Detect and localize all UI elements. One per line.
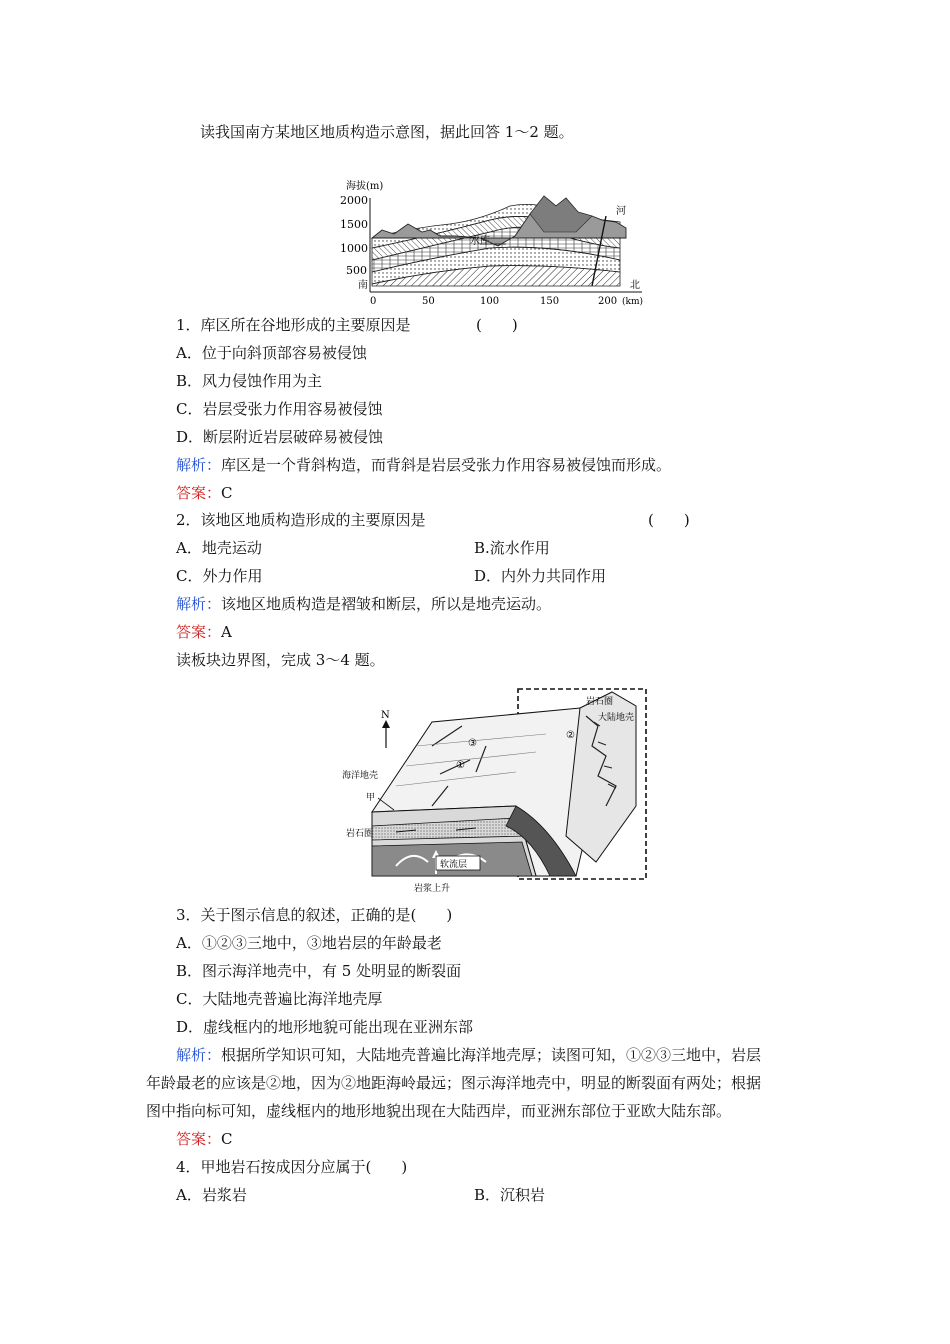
q3-analysis-line3: 图中指向标可知，虚线框内的地形地貌出现在大陆西岸，而亚洲东部位于亚欧大陆东部。: [146, 1102, 732, 1120]
q2-answer: [176, 621, 232, 643]
analysis-text: 该地区地质构造是褶皱和断层，所以是地壳运动。: [221, 595, 552, 613]
x-tick: 200: [598, 296, 618, 307]
y-tick: 500: [346, 264, 367, 277]
y-tick: 2000: [340, 194, 368, 207]
answer-label: 答案：: [176, 1130, 222, 1148]
q1-option-c: C．岩层受张力作用容易被侵蚀: [176, 400, 383, 418]
analysis-text: 根据所学知识可知，大陆地壳普遍比海洋地壳厚；读图可知，①②③三地中，岩层: [221, 1046, 762, 1064]
circle-2: ②: [566, 730, 575, 741]
y-tick: 1500: [340, 218, 368, 231]
q3-option-d: D．虚线框内的地形地貌可能出现在亚洲东部: [176, 1018, 474, 1036]
q1-stem: 1．库区所在谷地形成的主要原因是: [176, 316, 411, 334]
q2-option-a: A．地壳运动: [176, 539, 262, 557]
q4-option-b: B．沉积岩: [474, 1186, 546, 1204]
analysis-label: 解析：: [176, 456, 222, 474]
ocean-crust-label: 海洋地壳: [342, 771, 379, 781]
q2-analysis: [176, 593, 551, 615]
q3-analysis-line2: 年龄最老的应该是②地，因为②地距海岭最远；图示海洋地壳中，明显的断裂面有两处；根据: [146, 1074, 762, 1092]
jia-label: 甲: [366, 793, 376, 803]
q1-option-b: B．风力侵蚀作用为主: [176, 372, 323, 390]
north-label: 北: [630, 280, 640, 291]
lithosphere-left-label: 岩石圈: [346, 829, 374, 839]
x-tick: 0: [370, 296, 377, 307]
plate-boundary-figure: [336, 686, 650, 896]
answer-value: C: [221, 484, 233, 502]
q1-answer: [176, 482, 233, 504]
x-unit: (km): [622, 297, 644, 307]
q2-stem: 2．该地区地质构造形成的主要原因是: [176, 511, 426, 529]
q1-option-a: A．位于向斜顶部容易被侵蚀: [176, 344, 367, 362]
analysis-label: 解析：: [176, 595, 222, 613]
magma-label: 岩浆上升: [414, 884, 451, 894]
circle-1: ①: [456, 760, 465, 771]
river-label: 河: [616, 206, 626, 217]
intro-q3-4: 读板块边界图，完成 3～4 题。: [176, 651, 385, 669]
intro-q1-2: 读我国南方某地区地质构造示意图，据此回答 1～2 题。: [200, 123, 574, 141]
q1-analysis: [176, 454, 671, 476]
q3-option-a: A．①②③三地中，③地岩层的年龄最老: [176, 934, 442, 952]
q3-stem: 3．关于图示信息的叙述，正确的是( ): [176, 906, 453, 924]
asthenosphere-label: 软流层: [440, 860, 468, 870]
lithosphere-right-label: 岩石圈: [586, 697, 614, 707]
q1-answer-paren: ( ): [476, 316, 518, 334]
x-tick: 150: [540, 296, 560, 307]
q1-option-d: D．断层附近岩层破碎易被侵蚀: [176, 428, 384, 446]
q3-option-c: C．大陆地壳普遍比海洋地壳厚: [176, 990, 383, 1008]
answer-label: 答案：: [176, 484, 222, 502]
q2-option-d: D．内外力共同作用: [474, 567, 607, 585]
q2-answer-paren: ( ): [648, 511, 690, 529]
x-tick: 50: [422, 296, 435, 307]
analysis-text: 库区是一个背斜构造，而背斜是岩层受张力作用容易被侵蚀而形成。: [221, 456, 672, 474]
north-label: N: [381, 710, 390, 721]
analysis-label: 解析：: [176, 1046, 222, 1064]
q4-option-a: A．岩浆岩: [176, 1186, 247, 1204]
q2-option-b: B.流水作用: [474, 539, 550, 557]
q3-option-b: B．图示海洋地壳中，有 5 处明显的断裂面: [176, 962, 462, 980]
reservoir-label: 水库: [470, 236, 490, 247]
geologic-section-figure: [330, 176, 690, 308]
q3-answer: [176, 1128, 233, 1150]
q4-stem: 4．甲地岩石按成因分应属于( ): [176, 1158, 408, 1176]
answer-value: A: [221, 623, 232, 641]
y-tick: 1000: [340, 242, 368, 255]
q3-analysis-line1: [176, 1044, 761, 1066]
y-axis-label: 海拔(m): [346, 181, 384, 192]
x-tick: 100: [480, 296, 500, 307]
continental-crust-label: 大陆地壳: [598, 713, 635, 723]
q2-option-c: C．外力作用: [176, 567, 263, 585]
answer-value: C: [221, 1130, 233, 1148]
circle-3: ③: [468, 738, 477, 749]
south-label: 南: [358, 280, 368, 291]
answer-label: 答案：: [176, 623, 222, 641]
